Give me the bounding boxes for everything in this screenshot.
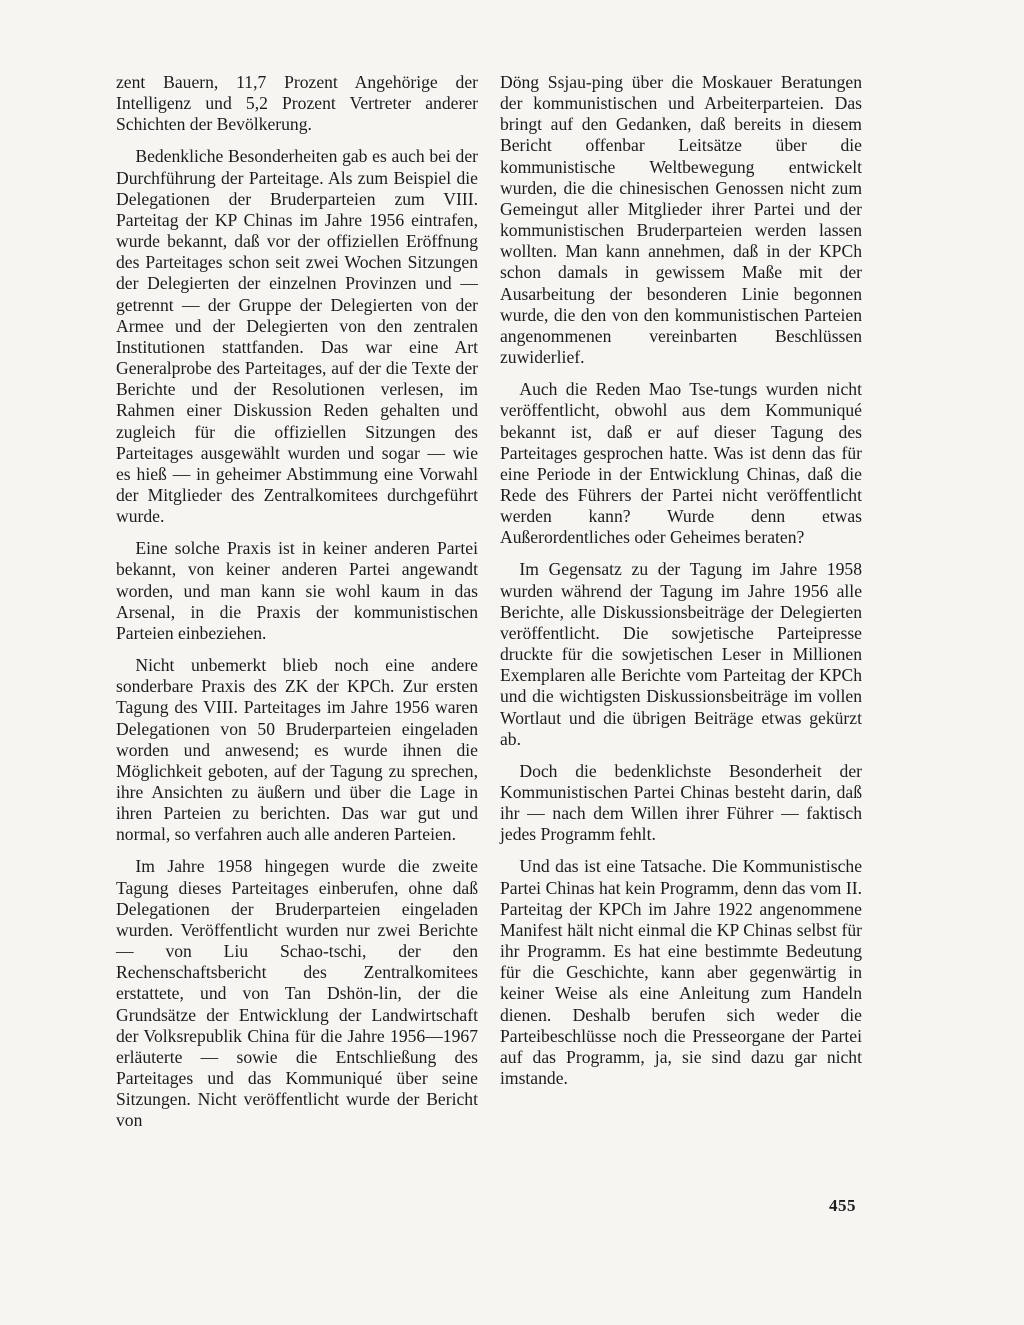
right-text-column [500,72,862,1100]
paragraph: Auch die Reden Mao Tse-tungs wurden nicht veröffentlicht, obwohl aus dem Kommuniqué bekannt ist, daß er auf dieser Tagung des Parteitages gesprochen hatte. Was ist denn das für eine Periode in der Entwicklung Chinas, daß die Rede des Führers der Partei nicht veröffentlicht werden kann? Wurde denn etwas Außerordentliches oder Geheimes beraten? [500,379,862,548]
paragraph: Im Jahre 1958 hingegen wurde die zweite Tagung dieses Parteitages einberufen, ohne daß Delegationen der Bruderparteien eingeladen wurden. Veröffentlicht wurden nur zwei Berichte — von Liu Schao-tschi, der den Rechenschaftsbericht des Zentralkomitees erstattete, und von Tan Dshön-lin, der die Grundsätze der Entwicklung der Landwirtschaft der Volksrepublik China für die Jahre 1956—1967 erläuterte — sowie die Entschließung des Parteitages und das Kommuniqué über seine Sitzungen. Nicht veröffentlicht wurde der Bericht von [116,856,478,1131]
paragraph: Doch die bedenklichste Besonderheit der Kommunistischen Partei Chinas besteht darin, daß ihr — nach dem Willen ihrer Führer — faktisch jedes Programm fehlt. [500,760,862,845]
left-text-column [116,72,478,1143]
page-number: 455 [829,1196,856,1215]
paragraph: Bedenkliche Besonderheiten gab es auch bei der Durchführung der Parteitage. Als zum Beispiel die Delegationen der Bruderparteien zum VIII. Parteitag der KP Chinas im Jahre 1956 eintrafen, wurde bekannt, daß vor der offiziellen Eröffnung des Parteitages schon seit zwei Wochen Sitzungen der Delegierten der einzelnen Provinzen und — getrennt — der Gruppe der Delegierten von der Armee und der Delegierten von den zentralen Institutionen stattfanden. Das war eine Art Generalprobe des Parteitages, auf der die Texte der Berichte und der Resolutionen verlesen, im Rahmen einer Diskussion Reden gehalten und zugleich für die offiziellen Sitzungen des Parteitages ausgewählt wurden und sogar — wie es hieß — in geheimer Abstimmung eine Vorwahl der Mitglieder des Zentralkomitees durchgeführt wurde. [116,146,478,527]
paragraph: Und das ist eine Tatsache. Die Kommunistische Partei Chinas hat kein Programm, denn das vom II. Parteitag der KPCh im Jahre 1922 angenommene Manifest hält nicht einmal die KP Chinas selbst für ihr Programm. Es hat eine bestimmte Bedeutung für die Geschichte, kann aber gegenwärtig in keiner Weise als eine Anleitung zum Handeln dienen. Deshalb berufen sich weder die Parteibeschlüsse noch die Presseorgane der Partei auf das Programm, ja, sie sind dazu gar nicht imstande. [500,856,862,1089]
paragraph: zent Bauern, 11,7 Prozent Angehörige der Intelligenz und 5,2 Prozent Vertreter anderer Schichten der Bevölkerung. [116,72,478,135]
paragraph: Im Gegensatz zu der Tagung im Jahre 1958 wurden während der Tagung im Jahre 1956 alle Berichte, alle Diskussionsbeiträge der Delegierten veröffentlicht. Die sowjetische Parteipresse druckte für die sowjetischen Leser in Millionen Exemplaren alle Berichte vom Parteitag der KPCh und die wichtigsten Diskussionsbeiträge im vollen Wortlaut und die übrigen Beiträge etwas gekürzt ab. [500,559,862,749]
paragraph: Döng Ssjau-ping über die Moskauer Beratungen der kommunistischen und Arbeiterparteien. Das bringt auf den Gedanken, daß bereits in diesem Bericht offenbar Leitsätze über die kommunistische Weltbewegung entwickelt wurden, die die chinesischen Genossen nicht zum Gemeingut aller Mitglieder ihrer Partei und der kommunistischen Bruderparteien werden lassen wollten. Man kann annehmen, daß in der KPCh schon damals in gewissem Maße mit der Ausarbeitung der besonderen Linie begonnen wurde, die den von den kommunistischen Parteien angenommenen vereinbarten Beschlüssen zuwiderlief. [500,72,862,368]
paragraph: Eine solche Praxis ist in keiner anderen Partei bekannt, von keiner anderen Partei angewandt worden, und man kann sie wohl kaum in das Arsenal, in die Praxis der kommunistischen Parteien einbeziehen. [116,538,478,643]
paragraph: Nicht unbemerkt blieb noch eine andere sonderbare Praxis des ZK der KPCh. Zur ersten Tagung des VIII. Parteitages im Jahre 1956 waren Delegationen von 50 Bruderparteien eingeladen worden und anwesend; es wurde ihnen die Möglichkeit geboten, auf der Tagung zu sprechen, ihre Ansichten zu äußern und über die Lage in ihren Parteien zu berichten. Das war gut und normal, so verfahren auch alle anderen Parteien. [116,655,478,845]
